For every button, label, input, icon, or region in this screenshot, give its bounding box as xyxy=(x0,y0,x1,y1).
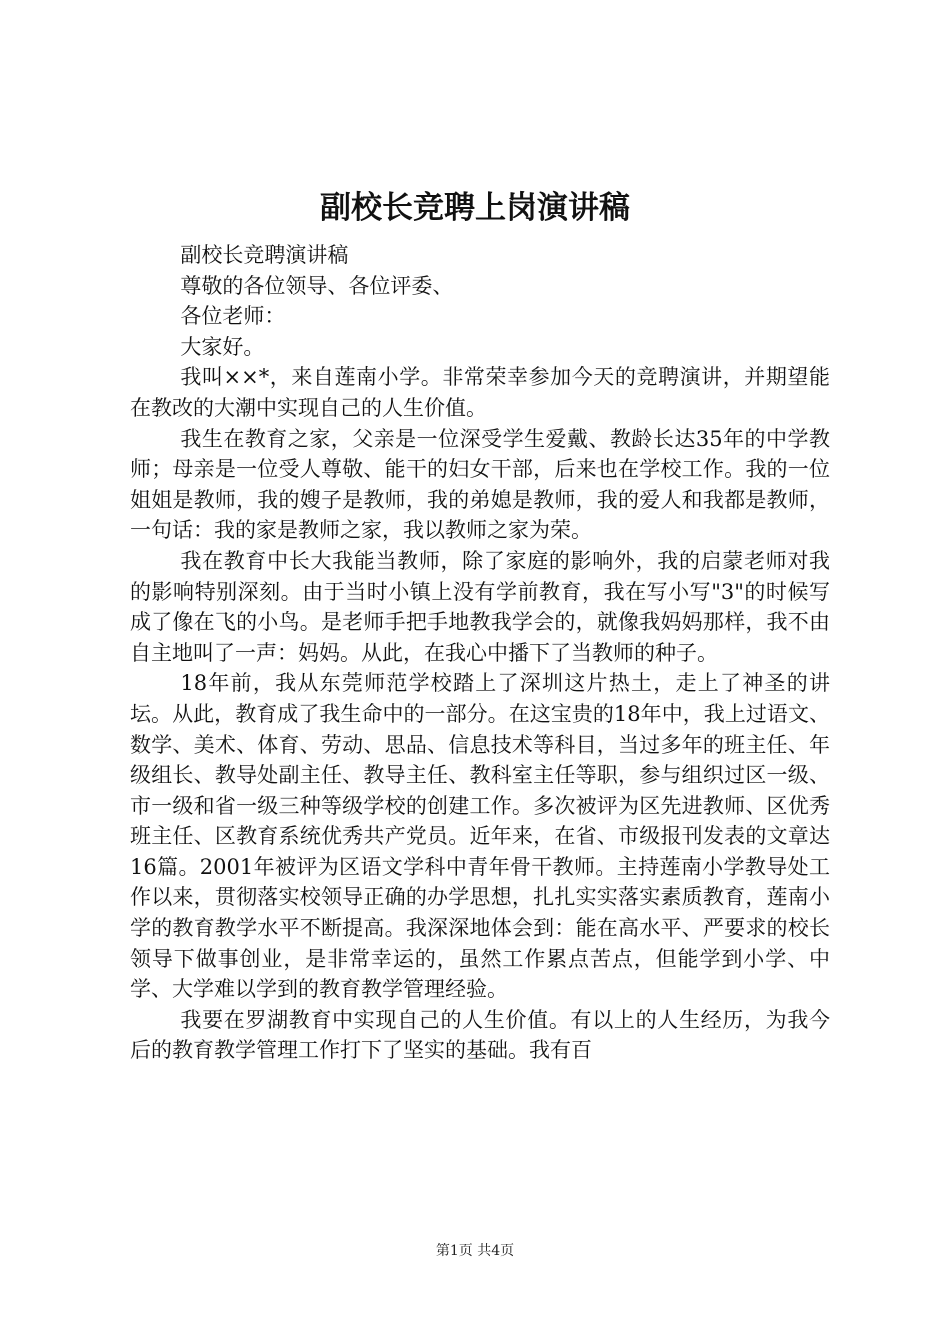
paragraph-goal: 我要在罗湖教育中实现自己的人生价值。有以上的人生经历，为我今后的教育教学管理工作打下了坚实的基础。我有百 xyxy=(130,1007,830,1063)
paragraph-childhood: 我在教育中长大我能当教师，除了家庭的影响外，我的启蒙老师对我的影响特别深刻。由于当时小镇上没有学前教育，我在写小写"3"的时候写成了像在飞的小鸟。是老师手把手地教我学会的，就像我妈妈那样，我不由自主地叫了一声：妈妈。从此，在我心中播下了当教师的种子。 xyxy=(130,548,830,665)
document-title: 副校长竞聘上岗演讲稿 xyxy=(320,190,630,226)
paragraph-subtitle: 副校长竞聘演讲稿 xyxy=(180,243,349,267)
paragraph-salutation: 尊敬的各位领导、各位评委、 xyxy=(180,273,454,298)
paragraph-family: 我生在教育之家，父亲是一位深受学生爱戴、教龄长达35年的中学教师；母亲是一位受人尊敬、能干的妇女干部，后来也在学校工作。我的一位姐姐是教师，我的嫂子是教师，我的弟媳是教师，我的爱人和我都是教师，一句话：我的家是教师之家，我以教师之家为荣。 xyxy=(130,426,830,543)
page-footer: 第1页 共4页 xyxy=(435,1243,515,1259)
paragraph-career: 18年前，我从东莞师范学校踏上了深圳这片热土，走上了神圣的讲坛。从此，教育成了我生命中的一部分。在这宝贵的18年中，我上过语文、数学、美术、体育、劳动、思品、信息技术等科目，当过多年的班主任、年级组长、教导处副主任、教导主任、教科室主任等职，参与组织过区一级、市一级和省一级三种等级学校的创建工作。多次被评为区先进教师、区优秀班主任、区教育系统优秀共产党员。近年来，在省、市级报刊发表的文章达16篇。2001年被评为区语文学科中青年骨干教师。主持莲南小学教导处工作以来，贯彻落实校领导正确的办学思想，扎扎实实落实素质教育，莲南小学的教育教学水平不断提高。我深深地体会到：能在高水平、严要求的校长领导下做事创业，是非常幸运的，虽然工作累点苦点，但能学到小学、中学、大学难以学到的教育教学管理经验。 xyxy=(130,671,830,1002)
paragraph-salutation-teachers: 各位老师： xyxy=(180,304,286,329)
paragraph-introduction: 我叫××*，来自莲南小学。非常荣幸参加今天的竞聘演讲，并期望能在教改的大潮中实现自己的人生价值。 xyxy=(130,365,830,420)
paragraph-greeting: 大家好。 xyxy=(180,334,265,359)
document-body xyxy=(130,240,830,1066)
